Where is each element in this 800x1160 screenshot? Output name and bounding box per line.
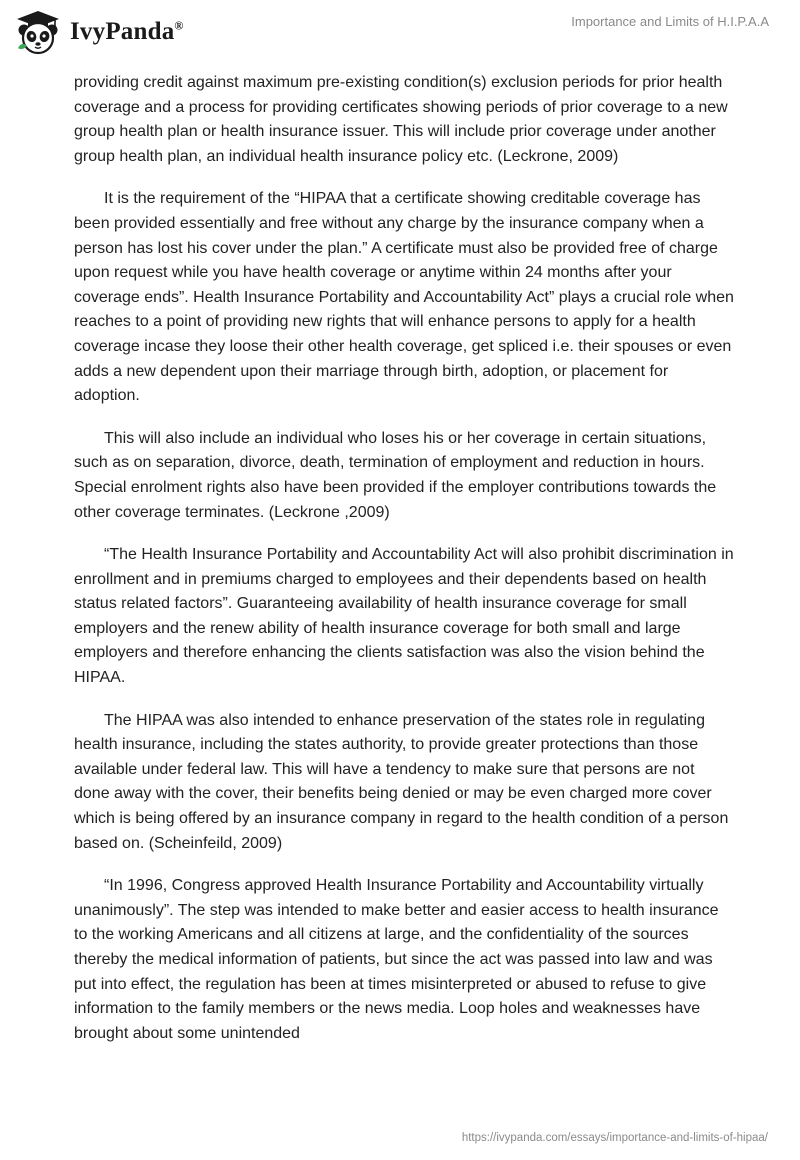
- paragraph: The HIPAA was also intended to enhance preservation of the states role in regulating health insurance, including the states authority, to provide greater protections than those available under federal law. This will have a tendency to make sure that persons are not done away with the cover, their benefits being denied or may be even charged more cover which is being offered by an insurance company in regard to the health condition of a person based on. (Scheinfeild, 2009): [74, 711, 729, 852]
- panda-graduate-icon: [14, 8, 62, 56]
- paragraph: This will also include an individual who loses his or her coverage in certain situations, such as on separation, divorce, death, termination of employment and reduction in hours. Special enrolment rights also have been provided if the employer contributions towards the other coverage terminates. (Leckrone ,2009): [74, 429, 717, 521]
- source-url-link[interactable]: https://ivypanda.com/essays/importance-and-limits-of-hipaa/: [461, 1132, 768, 1144]
- ivypanda-logo[interactable]: [14, 8, 184, 56]
- document-title: Importance and Limits of H.I.P.A.A: [571, 14, 769, 29]
- brand-name: IvyPanda®: [70, 18, 184, 45]
- page-header: [0, 0, 800, 70]
- trademark-symbol: ®: [174, 18, 184, 33]
- paragraph: “The Health Insurance Portability and Accountability Act will also prohibit discrimination in enrollment and in premiums charged to employees and their dependents based on health status related factors”. Guaranteeing availability of health insurance coverage for small employers and the renew ability of health insurance coverage for both small and large employers and therefore enhancing the clients satisfaction was also the vision behind the HIPAA.: [74, 546, 734, 687]
- paragraph: “In 1996, Congress approved Health Insurance Portability and Accountability virtually unanimously”. The step was intended to make better and easier access to health insurance to the working Americans and all citizens at large, and the confidentiality of the sources thereby the medical information of patients, but since the act was passed into law and was put into effect, the regulation has been at times misinterpreted or abused to refuse to give information to the family members or the news media. Loop holes and weaknesses have brought about some unintended: [74, 877, 719, 1042]
- paragraph-continuation: providing credit against maximum pre-existing condition(s) exclusion periods for prior health coverage and a process for providing certificates showing periods of prior coverage to a new group health plan or health insurance issuer. This will include prior coverage under another group health plan, an individual health insurance policy etc. (Leckrone, 2009): [74, 74, 728, 165]
- paragraph: It is the requirement of the “HIPAA that a certificate showing creditable coverage has been provided essentially and free without any charge by the insurance company when a person has lost his cover under the plan.” A certificate must also be provided free of charge upon request while you have health coverage or anytime within 24 months after your coverage ends”. Health Insurance Portability and Accountability Act” plays a crucial role when reaches to a point of providing new rights that will enhance persons to apply for a health coverage incase they loose their other health coverage, get spliced i.e. their spouses or even adds a new dependent upon their marriage through birth, adoption, or placement for adoption.: [74, 190, 734, 405]
- essay-body: [74, 71, 734, 1064]
